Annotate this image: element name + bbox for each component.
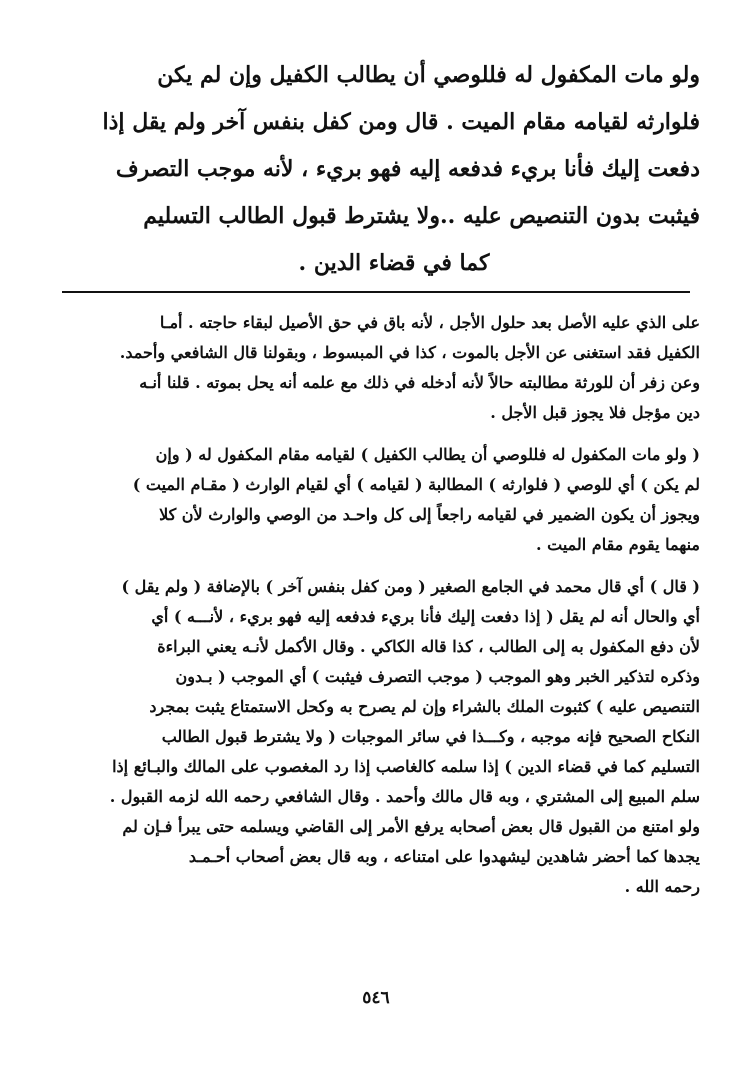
main-text-line: كما في قضاء الدين . [298,250,490,276]
commentary-line: لم يكن ) أي للوصي ( فلوارثه ) المطالبة ( لقيامه ) أي لقيام الوارث ( مقـام الميت ) [132,475,700,494]
main-text-block [88,52,700,287]
commentary-line: يجدها كما أحضر شاهدين ليشهدوا على امتناعه ، وبه قال بعض أصحاب أحـمـد [188,847,700,866]
commentary-line: سلم المبيع إلى المشتري ، وبه قال مالك وأحمد . وقال الشافعي رحمه الله لزمه القبول . [109,787,700,806]
commentary-block [60,308,700,902]
commentary-line: ولو امتنع من القبول قال بعض أصحابه يرفع الأمر إلى القاضي ويسلمه حتى يبرأ فـإن لم [122,817,700,836]
commentary-line: وعن زفر أن للورثة مطالبته حالاً لأنه أدخله في ذلك مع علمه أنه يحل بموته . قلنا أنـه [139,373,700,392]
commentary-line: ( قال ) أي قال محمد في الجامع الصغير ( ومن كفل بنفس آخر ) بالإضافة ( ولم يقل ) [121,577,700,596]
commentary-line: وذكره لتذكير الخبر وهو الموجب ( موجب التصرف فيثبت ) أي الموجب ( بـدون [175,667,700,686]
commentary-line: النكاح الصحيح فإنه موجبه ، وكـــذا في سائر الموجبات ( ولا يشترط قبول الطالب [161,727,700,746]
main-text-line: فيثبت بدون التنصيص عليه ..ولا يشترط قبول الطالب التسليم [143,203,700,229]
page-number: ٥٤٦ [362,988,390,1008]
commentary-line: دين مؤجل فلا يجوز قبل الأجل . [490,403,700,422]
commentary-line: التسليم كما في قضاء الدين ) إذا سلمه كالغاصب إذا رد المغصوب على المالك والبـائع إذا [112,757,700,776]
commentary-line: على الذي عليه الأصل بعد حلول الأجل ، لأنه باق في حق الأصيل لبقاء حاجته . أمـا [159,313,700,332]
commentary-line: الكفيل فقد استغنى عن الأجل بالموت ، كذا في المبسوط ، وبقولنا قال الشافعي وأحمد. [119,343,700,362]
main-text-line: دفعت إليك فأنا بريء فدفعه إليه فهو بريء ، لأنه موجب التصرف [115,156,700,182]
commentary-line: ويجوز أن يكون الضمير في لقيامه راجعاً إلى كل واحـد من الوصي والوارث لأن كلا [159,505,700,524]
main-text-line: فلوارثه لقيامه مقام الميت . قال ومن كفل بنفس آخر ولم يقل إذا [102,109,700,135]
commentary-line: رحمه الله . [624,877,700,896]
commentary-line: لأن دفع المكفول به إلى الطالب ، كذا قاله الكاكي . وقال الأكمل لأنـه يعني البراءة [157,637,700,656]
main-text-line: ولو مات المكفول له فللوصي أن يطالب الكفيل وإن لم يكن [157,62,700,88]
commentary-line: أي والحال أنه لم يقل ( إذا دفعت إليك فأنا بريء فدفعه إليه فهو بريء ، لأنـــه ) أي [151,607,700,626]
commentary-line: ( ولو مات المكفول له فللوصي أن يطالب الكفيل ) لقيامه مقام المكفول له ( وإن [155,445,700,464]
commentary-line: منهما يقوم مقام الميت . [535,535,700,554]
section-divider [62,291,690,293]
commentary-line: التنصيص عليه ) كثبوت الملك بالشراء وإن لم يصرح به وكحل الاستمتاع يثبت بمجرد [149,697,700,716]
